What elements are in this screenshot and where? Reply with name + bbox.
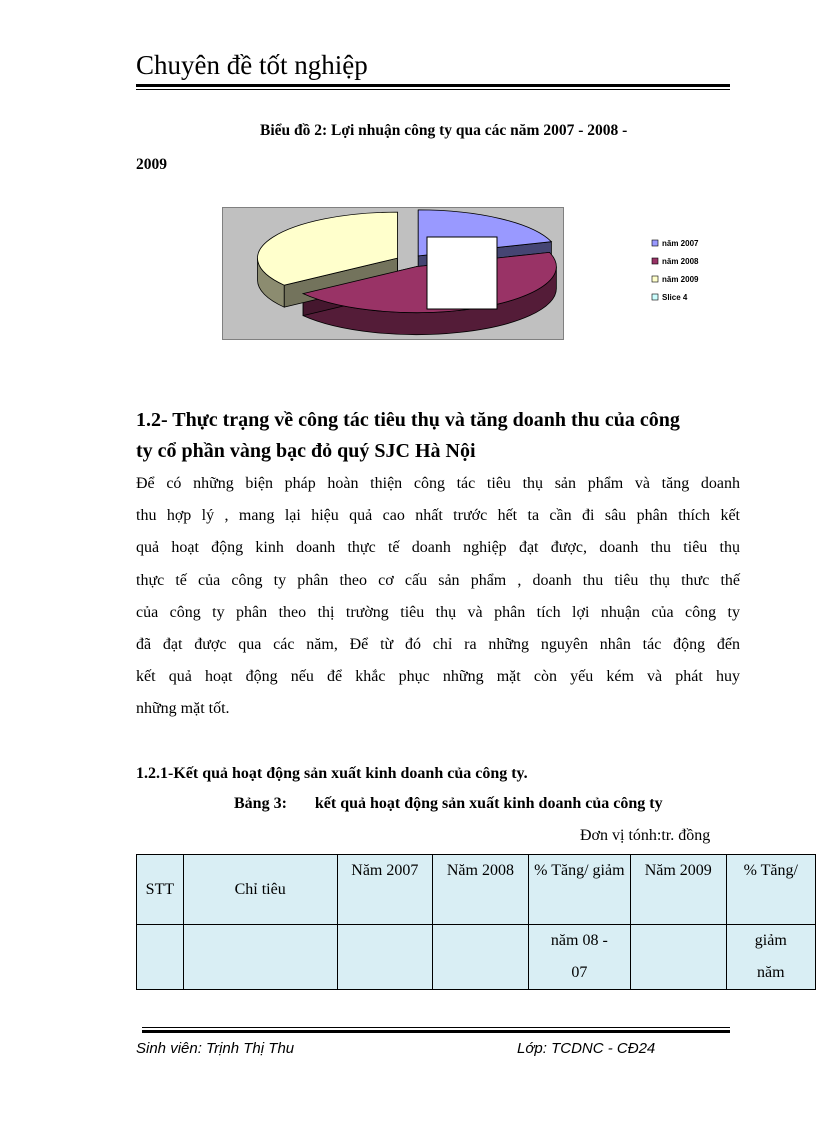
legend-swatch-1: [652, 240, 658, 246]
table-caption: [234, 795, 663, 813]
table-row: [137, 925, 816, 990]
table-cell: năm 08 - 07: [528, 925, 630, 990]
chart-caption-line2: 2009: [136, 156, 167, 173]
table-unit: Đơn vị tónh:tr. đồng: [580, 827, 711, 844]
legend-swatch-3: [652, 276, 658, 282]
page-header-title: Chuyên đề tốt nghiệp: [136, 50, 368, 80]
paragraph-line: thực tế của công ty phân theo cơ cấu sản phẩm , doanh thu tiêu thụ thưc thế: [136, 571, 740, 589]
table-header-row: [137, 855, 816, 925]
subsection-title: 1.2.1-Kết quả hoạt động sản xuất kinh doanh của công ty.: [136, 765, 528, 782]
paragraph-line: đã đạt được qua các năm, Để từ đó chỉ ra những nguyên nhân tác động đến: [136, 636, 740, 654]
paragraph-line: quả hoạt động kinh doanh thực tế doanh nghiệp đạt được, doanh thu tiêu thụ: [136, 539, 740, 557]
section-paragraph: [136, 468, 740, 726]
footer-class: Lớp: TCDNC - CĐ24: [517, 1040, 656, 1057]
table-cell: [630, 925, 726, 990]
table-cell: [183, 925, 337, 990]
header-cell-change-09: % Tăng/: [726, 855, 815, 925]
paragraph-line: những mặt tốt.: [136, 700, 230, 718]
legend-swatch-4: [652, 294, 658, 300]
header-cell-2009: Năm 2009: [630, 855, 726, 925]
paragraph-line: Để có những biện pháp hoàn thiện công tác tiêu thụ sản phẩm và tăng doanh: [136, 475, 740, 492]
chart-caption-line1: Biểu đồ 2: Lợi nhuận công ty qua các năm 2007 - 2008 -: [260, 122, 628, 139]
header-cell-change-08: % Tăng/ giảm: [528, 855, 630, 925]
section-title-line2: ty cổ phần vàng bạc đỏ quý SJC Hà Nội: [136, 440, 476, 462]
results-table: [136, 854, 816, 990]
section-title-line1: 1.2- Thực trạng về công tác tiêu thụ và tăng doanh thu của công: [136, 409, 680, 431]
table-cell: [137, 925, 184, 990]
legend-label-3: năm 2009: [662, 275, 699, 284]
footer-student: Sinh viên: Trịnh Thị Thu: [136, 1040, 295, 1057]
legend-label-4: Slice 4: [662, 293, 688, 302]
table-caption-label: Bảng 3:: [234, 795, 287, 812]
paragraph-line: kết quả hoạt động nếu để khắc phục những mặt còn yếu kém và phát huy: [136, 668, 740, 686]
header-divider: [136, 84, 730, 90]
legend-label-1: năm 2007: [662, 239, 699, 248]
header-cell-2008: Năm 2008: [433, 855, 529, 925]
table-caption-text: kết quả hoạt động sản xuất kinh doanh của công ty: [314, 795, 663, 812]
profit-pie-chart: [222, 207, 699, 342]
header-cell-indicator: Chỉ tiêu: [183, 855, 337, 925]
legend-swatch-2: [652, 258, 658, 264]
table-cell: [433, 925, 529, 990]
header-cell-stt: STT: [137, 855, 184, 925]
table-cell: giảm năm: [726, 925, 815, 990]
table-cell: [337, 925, 433, 990]
footer-divider: [142, 1027, 730, 1033]
header-cell-2007: Năm 2007: [337, 855, 433, 925]
paragraph-line: của công ty phân theo thị trường tiêu thụ và phân tích lợi nhuận của công ty: [136, 603, 740, 621]
legend-box: [427, 237, 497, 309]
legend-label-2: năm 2008: [662, 257, 699, 266]
paragraph-line: thu hợp lý , mang lại hiệu quả cao nhất trước hết ta cần đi sâu phân thích kết: [136, 507, 740, 525]
